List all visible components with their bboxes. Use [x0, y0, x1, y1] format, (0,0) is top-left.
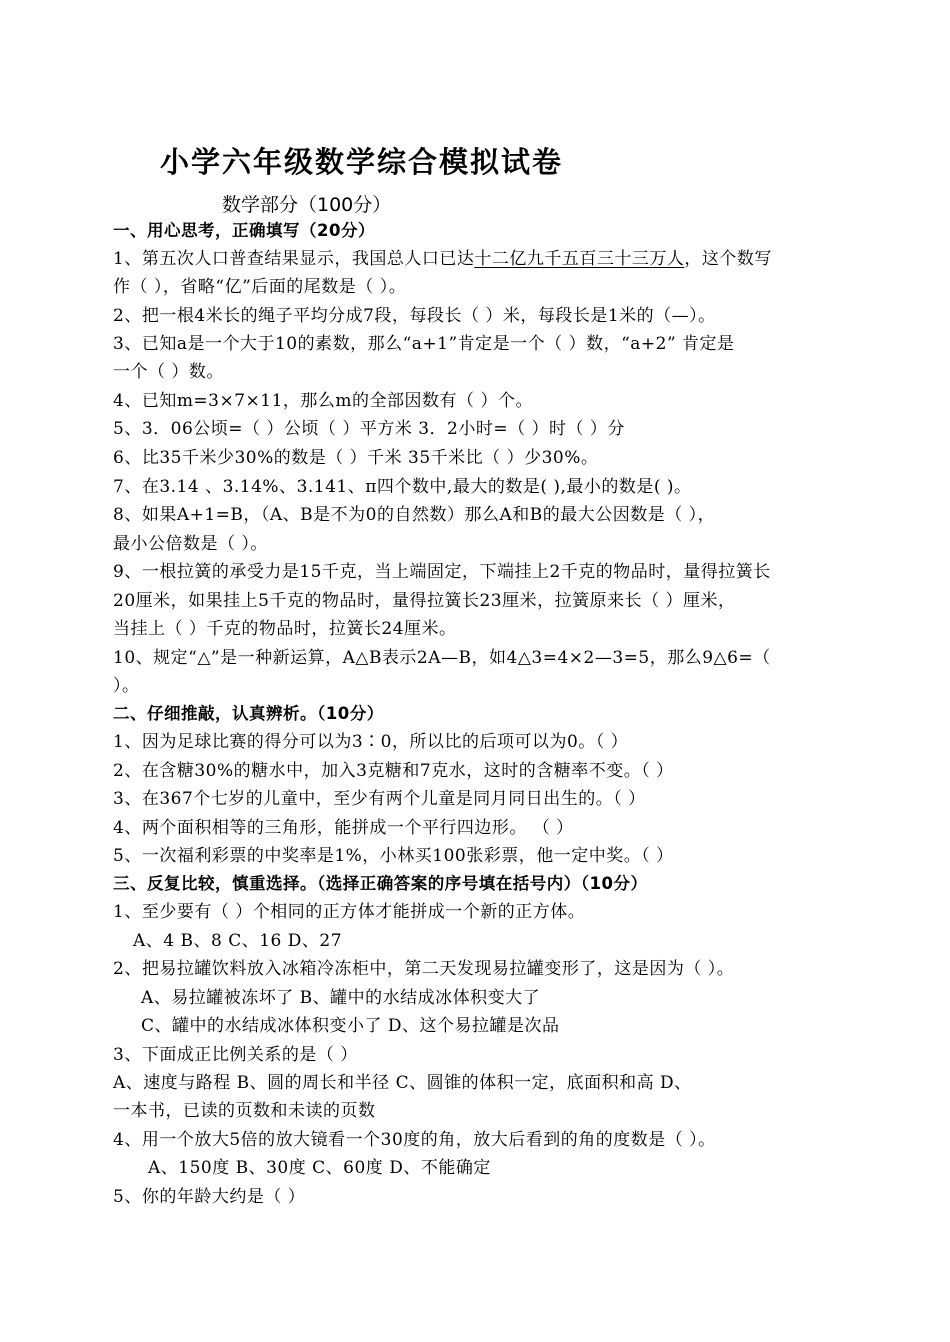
q1-text-post: ，这个数写	[684, 249, 772, 269]
question-1-3: 3、已知a是一个大于10的素数，那么“a+1”肯定是一个（ ）数，“a+2” 肯定是	[113, 334, 735, 354]
section-1-heading: 一、用心思考，正确填写（20分）	[113, 221, 375, 240]
question-3-5: 5、你的年龄大约是（ ）	[113, 1187, 306, 1207]
question-1-3-cont: 一个（ ）数。	[113, 362, 224, 382]
question-1-8: 8、如果A+1=B，（A、B是不为0的自然数）那么A和B的最大公因数是（ ），	[113, 505, 716, 525]
question-3-1-options: A、4 B、8 C、16 D、27	[133, 931, 343, 951]
question-3-2-options-1: A、易拉罐被冻坏了 B、罐中的水结成冰体积变大了	[141, 988, 541, 1008]
section-3-heading: 三、反复比较，慎重选择。（选择正确答案的序号填在括号内）（10分）	[113, 874, 648, 893]
page-subtitle: 数学部分（100分）	[222, 194, 392, 216]
question-2-3: 3、在367个七岁的儿童中，至少有两个儿童是同月同日出生的。（ ）	[113, 789, 646, 809]
question-3-3-options-1: A、速度与路程 B、圆的周长和半径 C、圆锥的体积一定，底面积和高 D、	[113, 1073, 692, 1093]
question-1-9-cont: 20厘米，如果挂上5千克的物品时，量得拉簧长23厘米，拉簧原来长（ ）厘米，	[113, 591, 736, 611]
page-title: 小学六年级数学综合模拟试卷	[160, 145, 564, 179]
question-3-2: 2、把易拉罐饮料放入冰箱冷冻柜中，第二天发现易拉罐变形了，这是因为（ ）。	[113, 959, 735, 979]
question-3-3: 3、下面成正比例关系的是（ ）	[113, 1045, 358, 1065]
question-3-4-options: A、150度 B、30度 C、60度 D、不能确定	[148, 1158, 491, 1178]
section-2-heading: 二、仔细推敲，认真辨析。（10分）	[113, 704, 384, 723]
question-1-1-cont: 作（ ），省略“亿”后面的尾数是（ ）。	[113, 277, 407, 297]
question-3-4: 4、用一个放大5倍的放大镜看一个30度的角，放大后看到的角的度数是（ ）。	[113, 1130, 716, 1150]
question-1-10-cont: ）。	[113, 676, 140, 696]
question-1-5: 5、3．06公顷=（ ）公顷（ ）平方米 3．2小时=（ ）时（ ）分	[113, 419, 625, 439]
question-1-4: 4、已知m=3×7×11，那么m的全部因数有（ ）个。	[113, 391, 533, 411]
question-2-2: 2、在含糖30%的糖水中，加入3克糖和7克水，这时的含糖率不变。（ ）	[113, 761, 674, 781]
question-2-5: 5、一次福利彩票的中奖率是1%，小林买100张彩票，他一定中奖。（ ）	[113, 846, 674, 866]
q1-underlined-number: 十二亿九千五百三十三万人	[474, 249, 685, 269]
question-1-1	[113, 248, 772, 270]
question-3-2-options-2: C、罐中的水结成冰体积变小了 D、这个易拉罐是次品	[141, 1016, 560, 1036]
question-3-3-options-2: 一本书，已读的页数和未读的页数	[113, 1101, 376, 1121]
question-1-2: 2、把一根4米长的绳子平均分成7段，每段长（ ）米，每段长是1米的（—）。	[113, 306, 716, 326]
question-1-10: 10、规定“△”是一种新运算，A△B表示2A—B，如4△3=4×2—3=5，那么9△6=（	[113, 648, 771, 668]
question-2-4: 4、两个面积相等的三角形，能拼成一个平行四边形。 （ ）	[113, 818, 574, 838]
q1-text-pre: 1、第五次人口普查结果显示，我国总人口已达	[113, 249, 475, 269]
question-1-7: 7、在3.14 、3.14%、3.141、π四个数中,最大的数是( ),最小的数是( )。	[113, 477, 692, 497]
question-2-1: 1、因为足球比赛的得分可以为3∶0，所以比的后项可以为0。（ ）	[113, 732, 629, 752]
question-1-9-cont2: 当挂上（ ）千克的物品时，拉簧长24厘米。	[113, 619, 457, 639]
question-1-6: 6、比35千米少30%的数是（ ）千米 35千米比（ ）少30%。	[113, 448, 599, 468]
question-1-8-cont: 最小公倍数是（ ）。	[113, 534, 268, 554]
question-1-9: 9、一根拉簧的承受力是15千克，当上端固定，下端挂上2千克的物品时，量得拉簧长	[113, 562, 771, 582]
question-3-1: 1、至少要有（ ）个相同的正方体才能拼成一个新的正方体。	[113, 902, 586, 922]
